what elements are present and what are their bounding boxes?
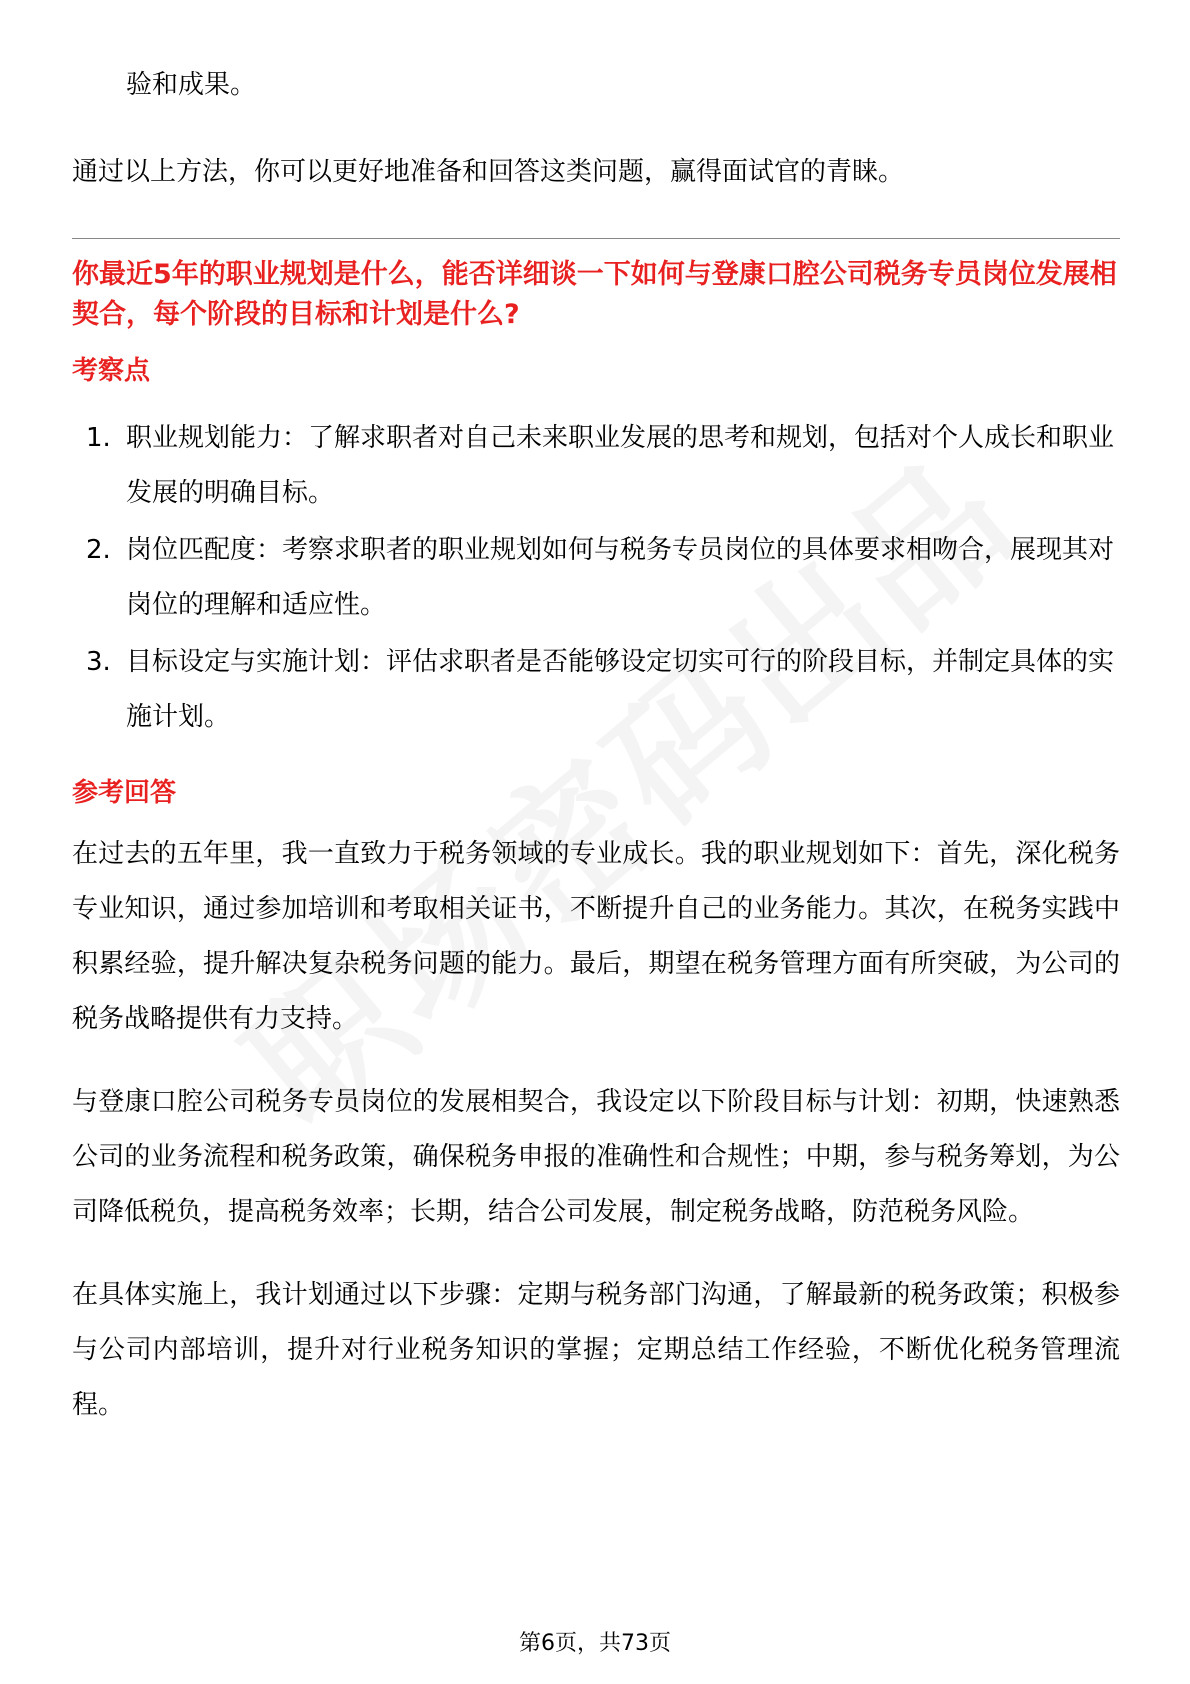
list-item-number: 2. <box>86 535 111 565</box>
exam-points-title: 考察点 <box>72 356 151 386</box>
list-item-text: 目标设定与实施计划：评估求职者是否能够设定切实可行的阶段目标，并制定具体的实施计划。 <box>126 647 1115 732</box>
continuation-text: 验和成果。 <box>126 70 257 100</box>
list-item <box>72 635 1120 745</box>
page-content <box>72 56 1120 1433</box>
summary-text: 通过以上方法，你可以更好地准备和回答这类问题，赢得面试官的青睐。 <box>72 157 905 187</box>
question-heading: 你最近5年的职业规划是什么，能否详细谈一下如何与登康口腔公司税务专员岗位发展相契合，每个阶段的目标和计划是什么? <box>72 259 1117 330</box>
list-item-number: 1. <box>86 423 111 453</box>
exam-points-list <box>72 411 1120 745</box>
answer-body <box>72 827 1120 1433</box>
answer-paragraph: 在过去的五年里，我一直致力于税务领域的专业成长。我的职业规划如下：首先，深化税务专业知识，通过参加培训和考取相关证书，不断提升自己的业务能力。其次，在税务实践中积累经验，提升解决复杂税务问题的能力。最后，期望在税务管理方面有所突破，为公司的税务战略提供有力支持。 <box>72 839 1120 1034</box>
list-item <box>72 523 1120 633</box>
list-item-text: 岗位匹配度：考察求职者的职业规划如何与税务专员岗位的具体要求相吻合，展现其对岗位的理解和适应性。 <box>126 535 1115 620</box>
answer-title: 参考回答 <box>72 778 177 808</box>
answer-paragraph: 与登康口腔公司税务专员岗位的发展相契合，我设定以下阶段目标与计划：初期，快速熟悉公司的业务流程和税务政策，确保税务申报的准确性和合规性；中期，参与税务筹划，为公司降低税负，提高税务效率；长期，结合公司发展，制定税务战略，防范税务风险。 <box>72 1087 1120 1227</box>
list-item <box>72 411 1120 521</box>
list-item-text: 职业规划能力：了解求职者对自己未来职业发展的思考和规划，包括对个人成长和职业发展的明确目标。 <box>126 423 1115 508</box>
page-number: 第6页，共73页 <box>519 1631 671 1656</box>
list-item-number: 3. <box>86 647 111 677</box>
section-divider <box>72 238 1120 239</box>
answer-paragraph: 在具体实施上，我计划通过以下步骤：定期与税务部门沟通，了解最新的税务政策；积极参与公司内部培训，提升对行业税务知识的掌握；定期总结工作经验，不断优化税务管理流程。 <box>72 1280 1120 1420</box>
